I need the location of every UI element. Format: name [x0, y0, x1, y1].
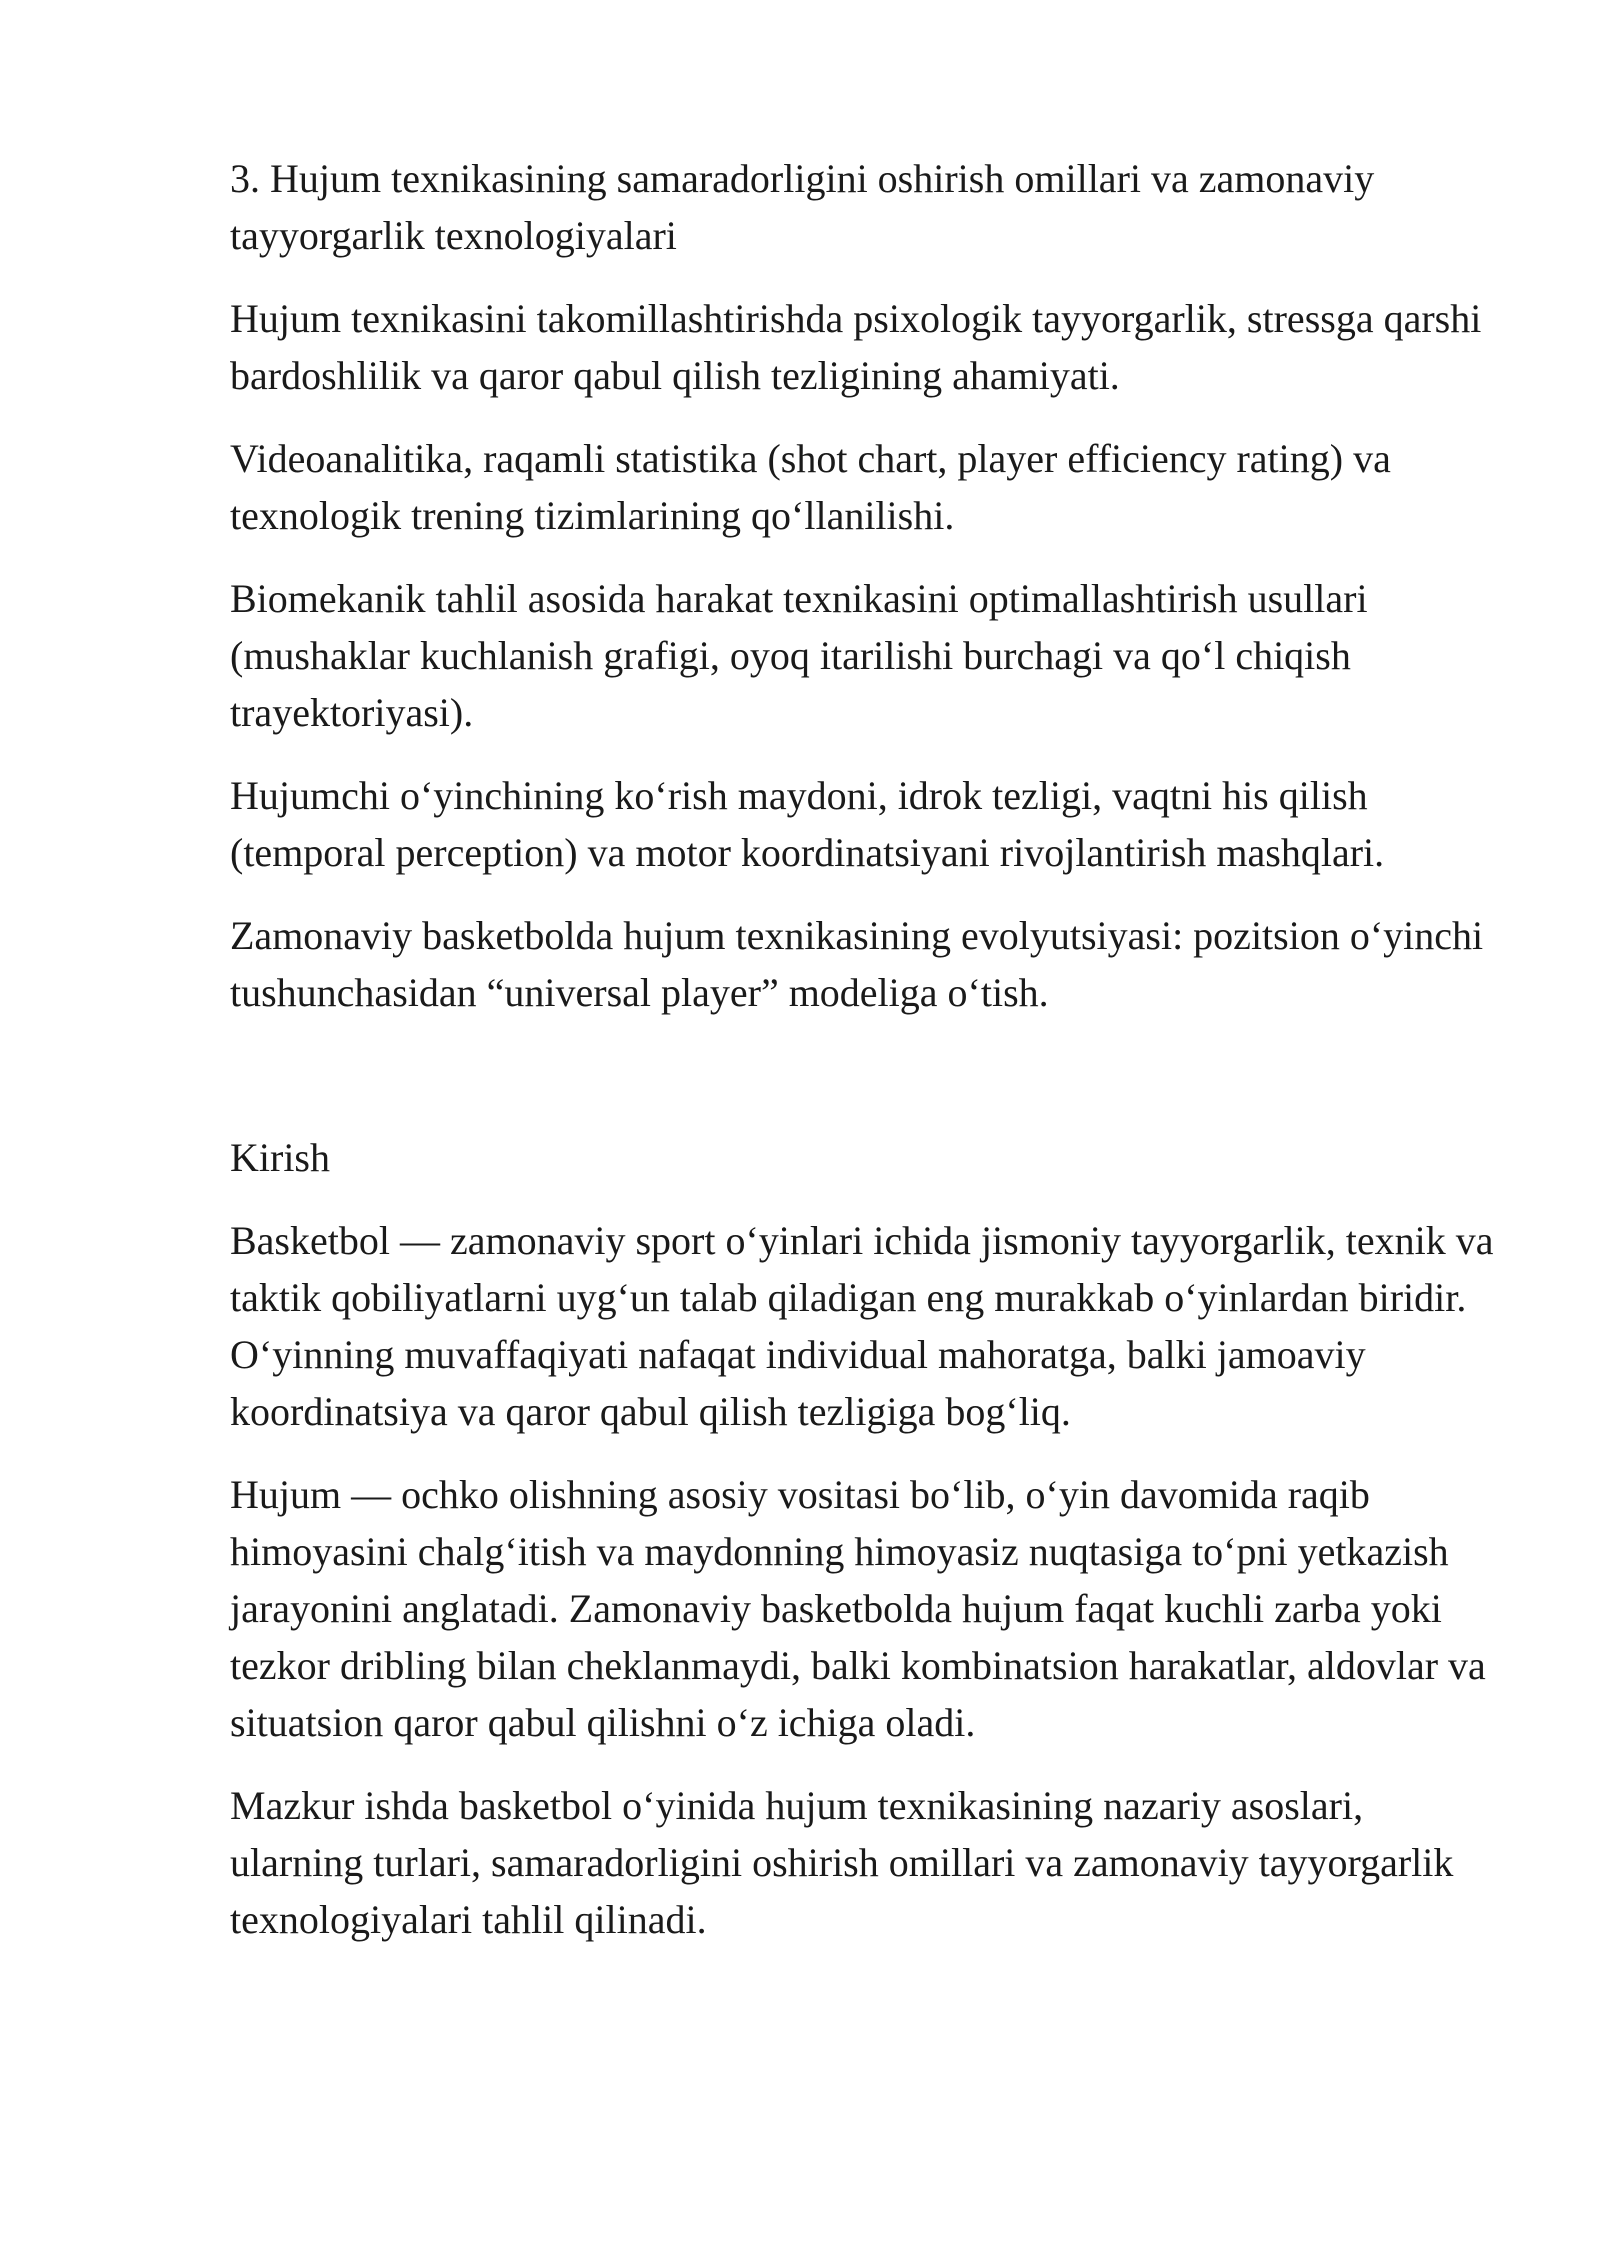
section-3-paragraph: Zamonaviy basketbolda hujum texnikasining evolyutsiyasi: pozitsion o‘yinchi tushunchasidan “universal player” modeliga o‘tish. [230, 913, 1484, 1015]
section-3-paragraph: Biomekanik tahlil asosida harakat texnikasini optimallashtirish usullari (mushaklar kuchlanish grafigi, oyoq itarilishi burchagi va qo‘l chiqish trayektoriyasi). [230, 576, 1368, 735]
intro-heading: Kirish [230, 1135, 330, 1180]
section-3-paragraph: Hujumchi o‘yinchining ko‘rish maydoni, idrok tezligi, vaqtni his qilish (temporal perception) va motor koordinatsiyani rivojlantirish mashqlari. [230, 773, 1385, 875]
intro-paragraph: Basketbol — zamonaviy sport o‘yinlari ichida jismoniy tayyorgarlik, texnik va taktik qobiliyatlarni uyg‘un talab qiladigan eng murakkab o‘yinlardan biridir. O‘yinning muvaffaqiyati nafaqat individual mahoratga, balki jamoaviy koordinatsiya va qaror qabul qilish tezligiga bog‘liq. [230, 1218, 1494, 1434]
intro-paragraph: Mazkur ishda basketbol o‘yinida hujum texnikasining nazariy asoslari, ularning turlari, samaradorligini oshirish omillari va zamonaviy tayyorgarlik texnologiyalari tahlil qilinadi. [230, 1783, 1454, 1942]
section-3-paragraph: Hujum texnikasini takomillashtirishda psixologik tayyorgarlik, stressga qarshi bardoshlilik va qaror qabul qilish tezligining ahamiyati. [230, 296, 1482, 398]
section-spacer [230, 1047, 1500, 1129]
section-3-paragraph: Videoanalitika, raqamli statistika (shot chart, player efficiency rating) va texnologik trening tizimlarining qo‘llanilishi. [230, 436, 1391, 538]
section-3-heading: 3. Hujum texnikasining samaradorligini oshirish omillari va zamonaviy tayyorgarlik texnologiyalari [230, 156, 1375, 258]
intro-paragraph: Hujum — ochko olishning asosiy vositasi bo‘lib, o‘yin davomida raqib himoyasini chalg‘itish va maydonning himoyasiz nuqtasiga to‘pni yetkazish jarayonini anglatadi. Zamonaviy basketbolda hujum faqat kuchli zarba yoki tezkor dribling bilan cheklanmaydi, balki kombinatsion harakatlar, aldovlar va situatsion qaror qabul qilishni o‘z ichiga oladi. [230, 1472, 1486, 1745]
document-body [230, 150, 1500, 1974]
